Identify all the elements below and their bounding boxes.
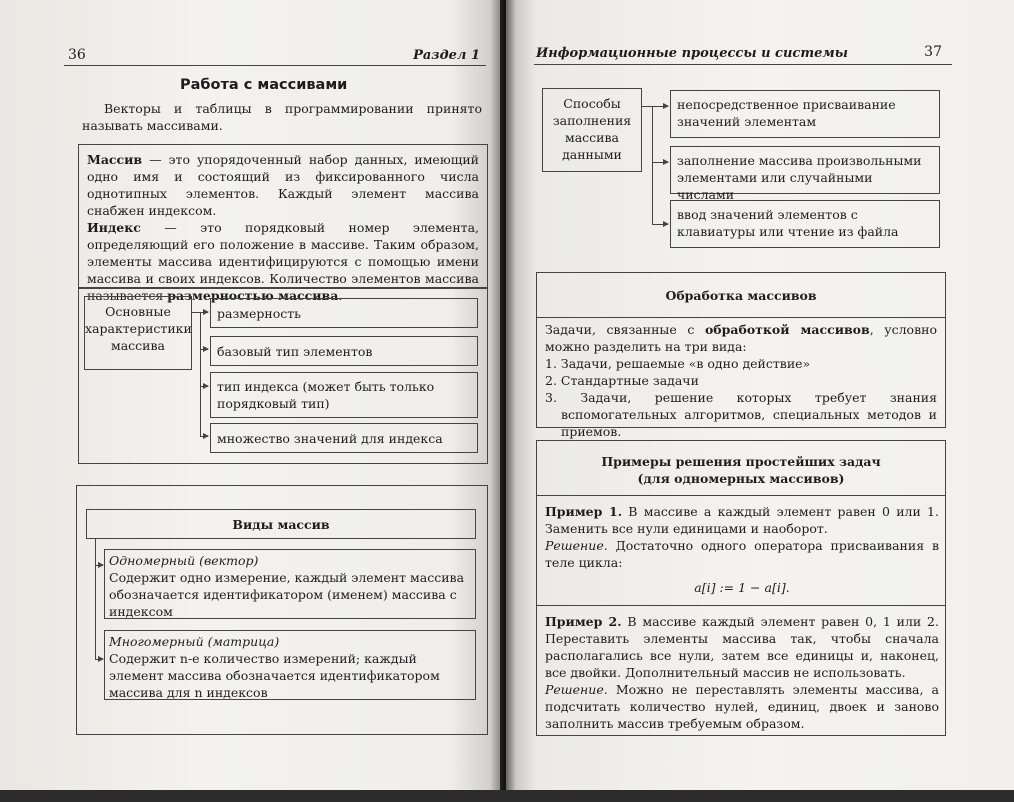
intro-text: Векторы и таблицы в программировании принято называть массивами. (82, 101, 482, 133)
arrow (642, 106, 668, 107)
definition-text (87, 151, 479, 304)
definition-end: . (338, 288, 343, 303)
processing-item: 3. Задачи, решение которых требует знания вспомогательных алгоритмов, специальных методов и приемов. (545, 390, 937, 439)
arrow (200, 436, 208, 437)
kind-multi-text: Содержит n-е количество измерений; каждый элемент массива обозначается идентификатором массива для n индексов (109, 651, 440, 700)
processing-box (536, 272, 946, 439)
section-label: Раздел 1 (413, 48, 480, 63)
kind-multi-dimensional (104, 630, 476, 700)
fill-root: Способы заполнения массива данными (542, 88, 642, 172)
fill-item-input: ввод значений элементов с клавиатуры или чтение из файла (670, 200, 940, 248)
term-massiv: Массив (87, 152, 143, 167)
header-rule (534, 64, 952, 65)
solution-label: Решение. (545, 682, 608, 697)
processing-title: Обработка массивов (665, 288, 817, 303)
arrow (200, 386, 208, 387)
examples-title (537, 453, 945, 487)
fill-item-random: заполнение массива произвольными элементами или случайными числами (670, 146, 940, 194)
char-item-index-type: тип индекса (может быть только порядковый тип) (210, 372, 478, 418)
arrow (95, 565, 103, 566)
example-1 (545, 503, 939, 596)
arrow (200, 349, 208, 350)
page-title: Работа с массивами (180, 77, 348, 93)
kinds-title: Виды массив (86, 509, 476, 539)
processing-item: 2. Стандартные задачи (545, 373, 699, 388)
header-rule (64, 65, 486, 66)
char-item-index-values: множество значений для индекса (210, 423, 478, 453)
solution-text: Можно не переставлять элементы массива, а подсчитать количество нулей, единиц, двоек и заново заполнить массив требуемым образом. (545, 682, 939, 731)
right-page (506, 0, 1014, 790)
examples-box (536, 440, 946, 736)
arrow (652, 162, 668, 163)
term-dimension: размерностью массива (167, 288, 339, 303)
massiv-definition: — это упорядоченный набор данных, имеющий одно имя и состоящий из фиксированного числа однотипных элементов. Каждый элемент массива снабжен индексом. (87, 152, 479, 218)
kind-multi-title: Многомерный (матрица) (109, 634, 280, 649)
processing-term: обработкой массивов (704, 322, 870, 337)
definition-box (78, 144, 488, 303)
char-item-base-type: базовый тип элементов (210, 336, 478, 366)
branch-line (200, 312, 201, 436)
processing-lead: Задачи, связанные с (545, 322, 705, 337)
kind-one-text: Содержит одно измерение, каждый элемент массива обозначается идентификатором (именем) массива с индексом (109, 570, 465, 619)
fill-item-direct: непосредственное присваивание значений элементам (670, 90, 940, 138)
example-2-text: В массиве каждый элемент равен 0, 1 или 2. Переставить элементы массива так, чтобы сначала располагались все нули, затем все единицы и, наконец, все двойки. Дополнительный массив не использовать. (545, 614, 939, 680)
processing-lead-end: , условно можно разделить на три вида: (545, 322, 937, 354)
example-2-label: Пример 2. (545, 614, 622, 629)
example-1-text: В массиве a каждый элемент равен 0 или 1. Заменить все нули единицами и наоборот. (545, 504, 939, 536)
left-page-number: 36 (68, 47, 86, 63)
index-definition: — это порядковый номер элемента, определяющий его положение в массиве. Таким образом, элементы массива идентифицируются с помощью имени массива и своих индексов. Количество элементов массива называется (87, 220, 479, 303)
divider (537, 317, 945, 318)
kind-one-title: Одномерный (вектор) (109, 553, 259, 568)
solution-text: Достаточно одного оператора присваивания в теле цикла: (545, 538, 939, 570)
processing-item: 1. Задачи, решаемые «в одно действие» (545, 356, 811, 371)
divider (537, 605, 945, 606)
example-1-label: Пример 1. (545, 504, 623, 519)
kind-one-dimensional (104, 549, 476, 619)
right-page-number: 37 (924, 44, 942, 60)
right-header: Информационные процессы и системы (536, 46, 848, 61)
solution-label: Решение. (545, 538, 608, 553)
branch-line (652, 106, 653, 224)
example-2 (545, 613, 939, 732)
examples-title-line: (для одномерных массивов) (637, 471, 845, 486)
book-gutter (490, 0, 516, 790)
term-index: Индекс (87, 220, 141, 235)
arrow (652, 224, 668, 225)
arrow (95, 659, 103, 660)
left-page (0, 0, 500, 790)
char-item-dimension: размерность (210, 298, 478, 328)
divider (537, 495, 945, 496)
formula: a[i] := 1 − a[i]. (694, 580, 790, 595)
characteristics-root: Основные характеристики массива (84, 296, 192, 370)
examples-title-line: Примеры решения простейших задач (601, 454, 881, 469)
branch-line (95, 539, 96, 659)
processing-text (545, 321, 937, 440)
